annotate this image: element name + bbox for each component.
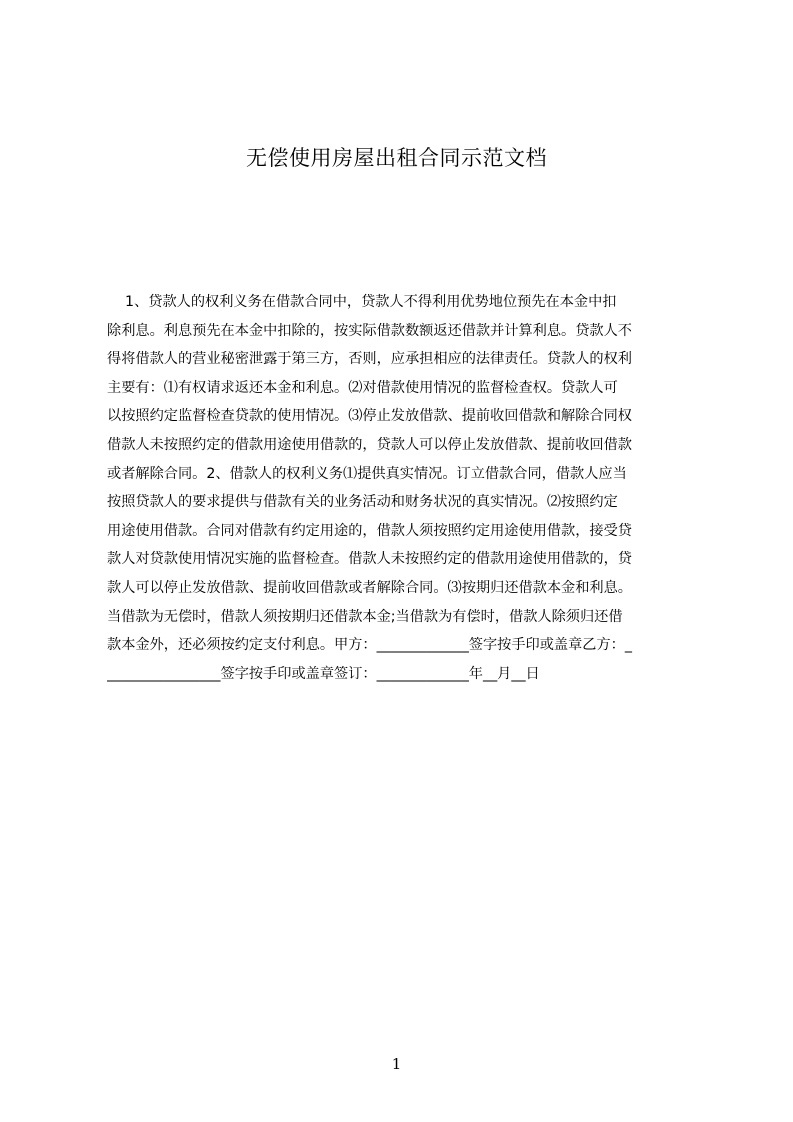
body-line: 以按照约定监督检查贷款的使用情况。⑶停止发放借款、提前收回借款和解除合同权 [107, 408, 632, 425]
body-line: 当借款为无偿时，借款人须按期归还借款本金;当借款为有偿时，借款人除须归还借 [107, 608, 623, 625]
body-line: 除利息。利息预先在本金中扣除的，按实际借款数额返还借款并计算利息。贷款人不 [107, 322, 632, 339]
body-line: 按照贷款人的要求提供与借款有关的业务活动和财务状况的真实情况。⑵按照约定 [107, 494, 618, 511]
body-line: 款人对贷款使用情况实施的监督检查。借款人未按照约定的借款用途使用借款的，贷 [107, 551, 632, 568]
page-number: 1 [391, 1055, 402, 1073]
body-line: 借款人未按照约定的借款用途使用借款的，贷款人可以停止发放借款、提前收回借款 [107, 436, 632, 453]
signature-line: 款本金外，还必须按约定支付利息。甲方：_____________签字按手印或盖章乙方：_ [107, 637, 632, 654]
body-line: 主要有：⑴有权请求返还本金和利息。⑵对借款使用情况的监督检查权。贷款人可 [107, 379, 618, 396]
body-line: 1、贷款人的权利义务在借款合同中，贷款人不得利用优势地位预先在本金中扣 [107, 294, 617, 310]
body-line: 用途使用借款。合同对借款有约定用途的，借款人须按照约定用途使用借款，接受贷 [107, 522, 632, 539]
body-line: 得将借款人的营业秘密泄露于第三方，否则，应承担相应的法律责任。贷款人的权利 [107, 351, 632, 368]
body-line: 或者解除合同。2、借款人的权利义务⑴提供真实情况。订立借款合同，借款人应当 [107, 465, 627, 482]
document-title: 无偿使用房屋出租合同示范文档 [246, 146, 547, 170]
body-line: 款人可以停止发放借款、提前收回借款或者解除合同。⑶按期归还借款本金和利息。 [107, 579, 632, 596]
document-body [107, 288, 697, 688]
signature-date-line: ________________签字按手印或盖章签订：_____________年__月__日 [107, 665, 540, 682]
